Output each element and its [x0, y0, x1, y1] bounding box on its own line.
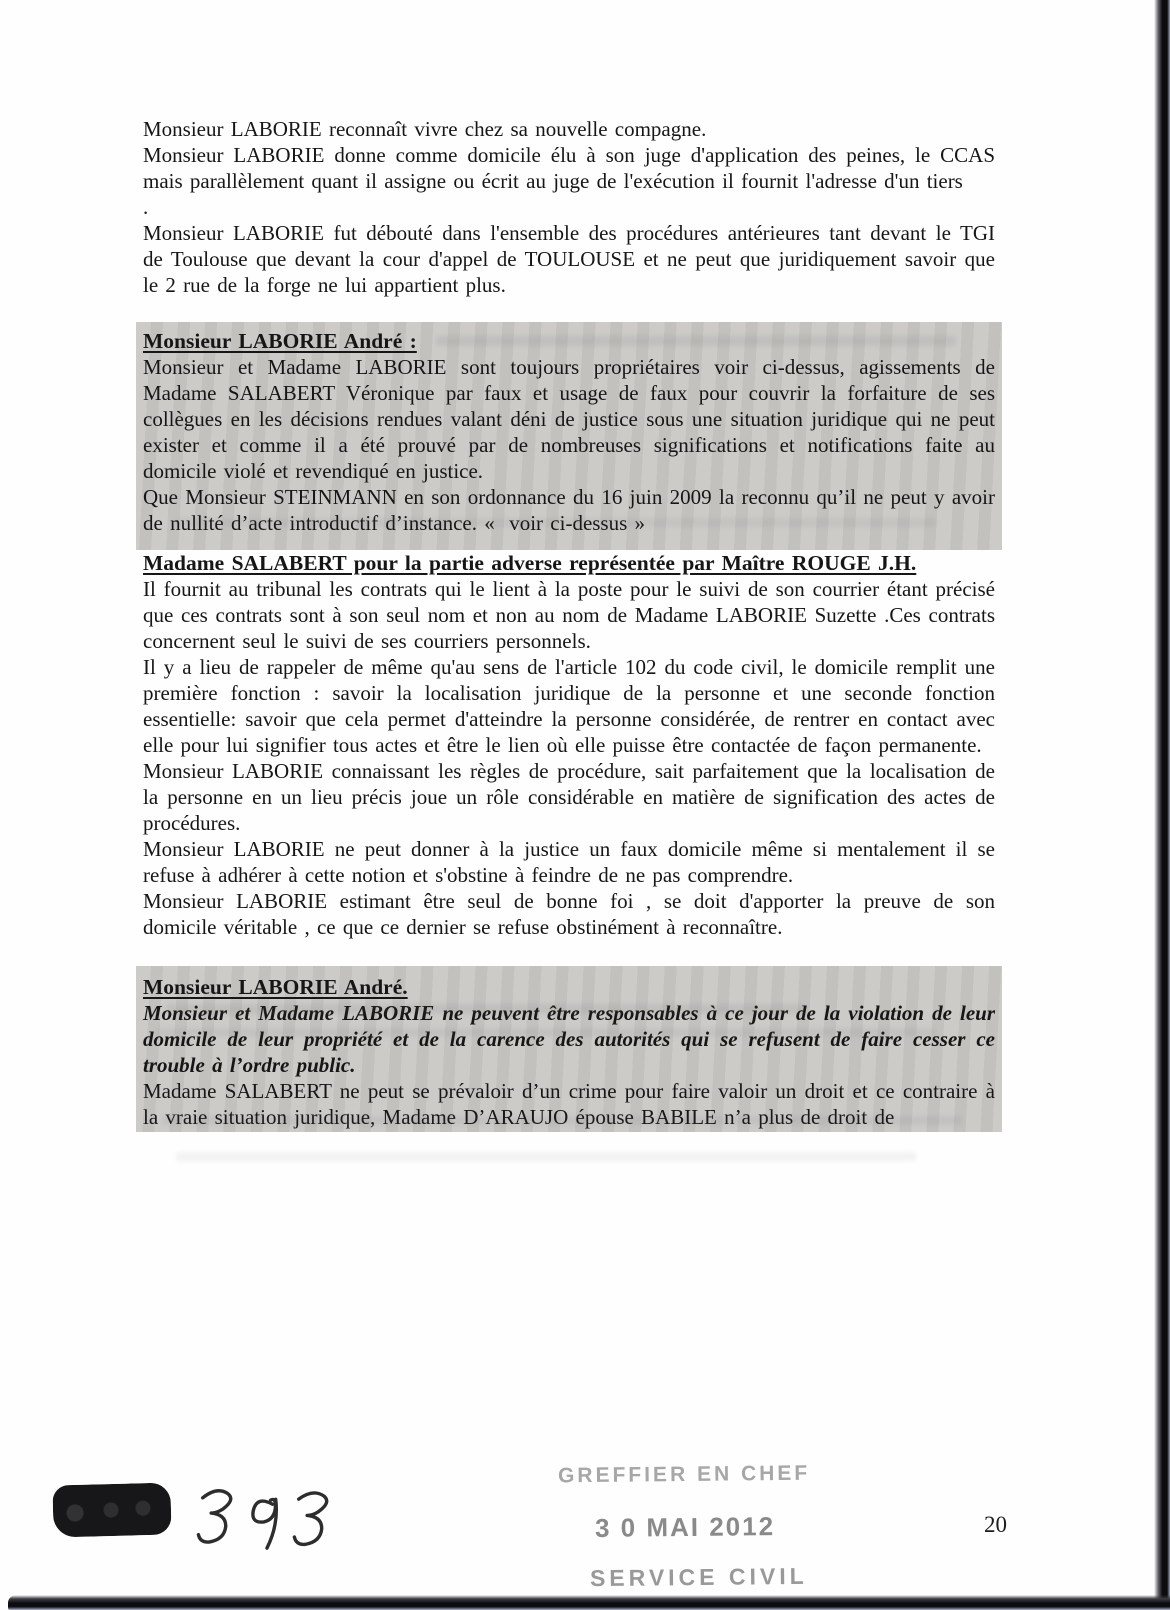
paragraph: Monsieur LABORIE ne peut donner à la justice un faux domicile même si mentalement il se refuse à adhérer à cette notion et s'obstine à feindre de ne pas comprendre. — [143, 837, 995, 887]
date-stamp: 3 0 MAI 2012 — [594, 1511, 776, 1543]
redaction-mark — [52, 1482, 171, 1537]
service-civil-stamp: SERVICE CIVIL — [589, 1562, 808, 1592]
section-heading-laborie-andre-2: Monsieur LABORIE André. — [143, 975, 408, 999]
paragraph: Monsieur LABORIE donne comme domicile élu à son juge d'application des peines, le CCAS mais parallèlement quant il assigne ou écrit au juge de l'exécution il fournit l'adresse d'un tiers — [143, 143, 995, 193]
scan-edge-right — [1154, 0, 1170, 1610]
highlighted-section-2 — [136, 966, 1002, 1132]
page-number: 20 — [984, 1512, 1007, 1537]
paragraph: Monsieur LABORIE fut débouté dans l'ensemble des procédures antérieures tant devant le TGI de Toulouse que devant la cour d'appel de TOULOUSE et ne peut que juridiquement savoir que le 2 rue de la forge ne lui appartient plus. — [143, 221, 995, 297]
handwritten-number — [195, 1484, 337, 1555]
orphan-period: . — [143, 195, 149, 219]
paragraph: Monsieur LABORIE estimant être seul de bonne foi , se doit d'apporter la preuve de son domicile véritable , ce que ce dernier se refuse obstinément à reconnaître. — [143, 889, 995, 939]
paragraph: Monsieur LABORIE connaissant les règles de procédure, sait parfaitement que la localisation de la personne en un lieu précis joue un rôle considérable en matière de signification des actes de procédures. — [143, 759, 995, 835]
paragraph-emphasis: Monsieur et Madame LABORIE ne peuvent être responsables à ce jour de la violation de leur domicile de leur propriété et de la carence des autorités qui se refusent de faire cesser ce trouble à l’ordre public. — [143, 1001, 995, 1077]
paragraph: Que Monsieur STEINMANN en son ordonnance du 16 juin 2009 la reconnu qu’il ne peut y avoir de nullité d’acte introductif d’instance. « voir ci-dessus » — [143, 485, 1003, 535]
paragraph: Madame SALABERT ne peut se prévaloir d’un crime pour faire valoir un droit et ce contraire à la vraie situation juridique, Madame D’ARAUJO épouse BABILE n’a plus de droit de — [143, 1079, 995, 1129]
scan-edge-bottom — [8, 1595, 1170, 1610]
document-body — [143, 116, 1003, 1132]
paragraph: Il y a lieu de rappeler de même qu'au sens de l'article 102 du code civil, le domicile remplit une première fonction : savoir la localisation juridique de la personne et une seconde fonction essentielle: savoir que cela permet d'atteindre la personne considérée, de rentrer en contact avec elle pour lui signifier tous actes et être le lien où elle puisse être contactée de façon permanente. — [143, 655, 995, 757]
paragraph: Monsieur et Madame LABORIE sont toujours propriétaires voir ci-dessus, agissements de Madame SALABERT Véronique par faux et usage de faux pour couvrir la forfaiture de ses collègues en les décisions rendues valant déni de justice sous une situation juridique qui ne peut exister et comme il a été prouvé par de nombreuses significations et notifications faite au domicile violé et revendiqué en justice. — [143, 355, 995, 483]
section-heading-laborie-andre-1: Monsieur LABORIE André : — [143, 329, 417, 353]
section-heading-salabert: Madame SALABERT pour la partie adverse représentée par Maître ROUGE J.H. — [143, 551, 917, 575]
paragraph: Monsieur LABORIE reconnaît vivre chez sa nouvelle compagne. — [143, 117, 707, 141]
highlighted-section-1 — [136, 322, 1002, 550]
paragraph: Il fournit au tribunal les contrats qui le lient à la poste pour le suivi de son courrier étant précisé que ces contrats sont à son seul nom et non au nom de Madame LABORIE Suzette .Ces contrats concernent seul le suivi de ses courriers personnels. — [143, 577, 995, 653]
greffier-stamp: GREFFIER EN CHEF — [557, 1461, 811, 1488]
